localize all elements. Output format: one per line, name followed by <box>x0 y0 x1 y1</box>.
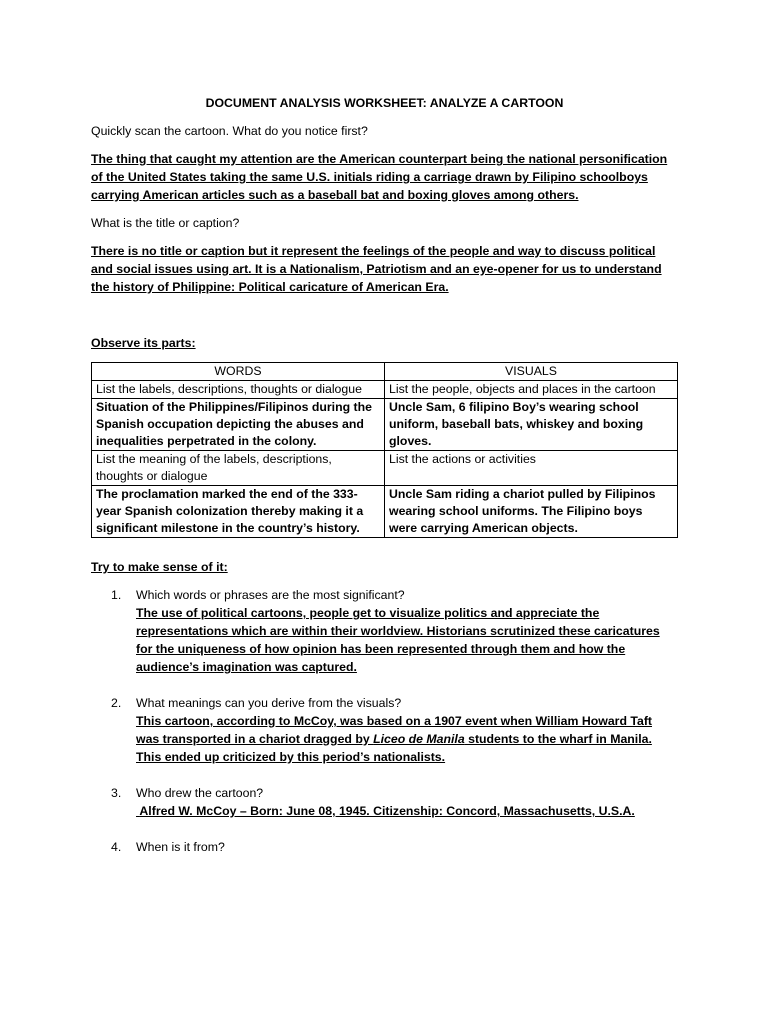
worksheet-title: DOCUMENT ANALYSIS WORKSHEET: ANALYZE A CARTOON <box>205 96 564 110</box>
table-row <box>92 381 678 399</box>
list-item-answer: The use of political cartoons, people get to visualize politics and appreciate the representations which are within their worldview. Historians scrutinized these caricatures for the uniqueness of how opinion has been represented through them and how the audience’s imagination was captured. <box>136 606 660 674</box>
table-cell-words-answer-2: The proclamation marked the end of the 333-year Spanish colonization thereby making it a significant milestone in the country’s history. <box>92 486 385 538</box>
table-cell-visuals-prompt-2: List the actions or activities <box>385 451 678 486</box>
answer-text-italic: Liceo de Manila <box>373 732 465 746</box>
answer-text-pre: This cartoon, according to McCoy, was based on a 1907 event when William Howard Taft was transported in a chariot dragged by <box>136 714 653 746</box>
list-item <box>91 838 678 856</box>
list-item-answer <box>136 712 678 766</box>
list-item-question: Which words or phrases are the most significant? <box>136 588 405 602</box>
list-item-number: 2. <box>111 696 122 710</box>
table-header-row <box>92 363 678 381</box>
list-item <box>91 586 678 676</box>
words-column-header: WORDS <box>92 363 385 381</box>
table-cell-words-prompt-1: List the labels, descriptions, thoughts or dialogue <box>92 381 385 399</box>
list-item-question: When is it from? <box>136 840 225 854</box>
visuals-column-header: VISUALS <box>385 363 678 381</box>
list-item-number: 4. <box>111 840 122 854</box>
list-item-answer: Alfred W. McCoy – Born: June 08, 1945. Citizenship: Concord, Massachusetts, U.S.A. <box>136 804 635 818</box>
table-cell-words-prompt-2: List the meaning of the labels, descriptions, thoughts or dialogue <box>92 451 385 486</box>
list-item-question: What meanings can you derive from the visuals? <box>136 696 402 710</box>
answer-title-caption: There is no title or caption but it represent the feelings of the people and way to discuss political and social issues using art. It is a Nationalism, Patriotism and an eye-opener for us to understand the history of Philippine: Political caricature of American Era. <box>91 244 662 294</box>
question-title-caption: What is the title or caption? <box>91 216 240 230</box>
list-item-number: 3. <box>111 786 122 800</box>
table-row <box>92 399 678 451</box>
table-cell-words-answer-1: Situation of the Philippines/Filipinos during the Spanish occupation depicting the abuses and inequalities perpetrated in the colony. <box>92 399 385 451</box>
table-cell-visuals-answer-2: Uncle Sam riding a chariot pulled by Filipinos wearing school uniforms. The Filipino boys were carrying American objects. <box>385 486 678 538</box>
question-notice-first: Quickly scan the cartoon. What do you notice first? <box>91 124 368 138</box>
answer-notice-first: The thing that caught my attention are the American counterpart being the national personification of the United States taking the same U.S. initials riding a carriage drawn by Filipino schoolboys carrying American articles such as a baseball bat and boxing gloves among others. <box>91 152 668 202</box>
list-item <box>91 784 678 820</box>
table-row <box>92 486 678 538</box>
answer-text-post: students to the wharf in Manila. This ended up criticized by this period’s nationalists. <box>136 732 652 764</box>
list-item <box>91 694 678 766</box>
make-sense-list <box>91 586 678 856</box>
list-item-number: 1. <box>111 588 122 602</box>
observe-heading: Observe its parts: <box>91 336 196 350</box>
make-sense-heading: Try to make sense of it: <box>91 560 228 574</box>
table-cell-visuals-answer-1: Uncle Sam, 6 filipino Boy’s wearing school uniform, baseball bats, whiskey and boxing gloves. <box>385 399 678 451</box>
observe-parts-table <box>91 362 678 538</box>
list-item-question: Who drew the cartoon? <box>136 786 264 800</box>
table-row <box>92 451 678 486</box>
table-cell-visuals-prompt-1: List the people, objects and places in the cartoon <box>385 381 678 399</box>
section-spacer <box>91 306 678 334</box>
